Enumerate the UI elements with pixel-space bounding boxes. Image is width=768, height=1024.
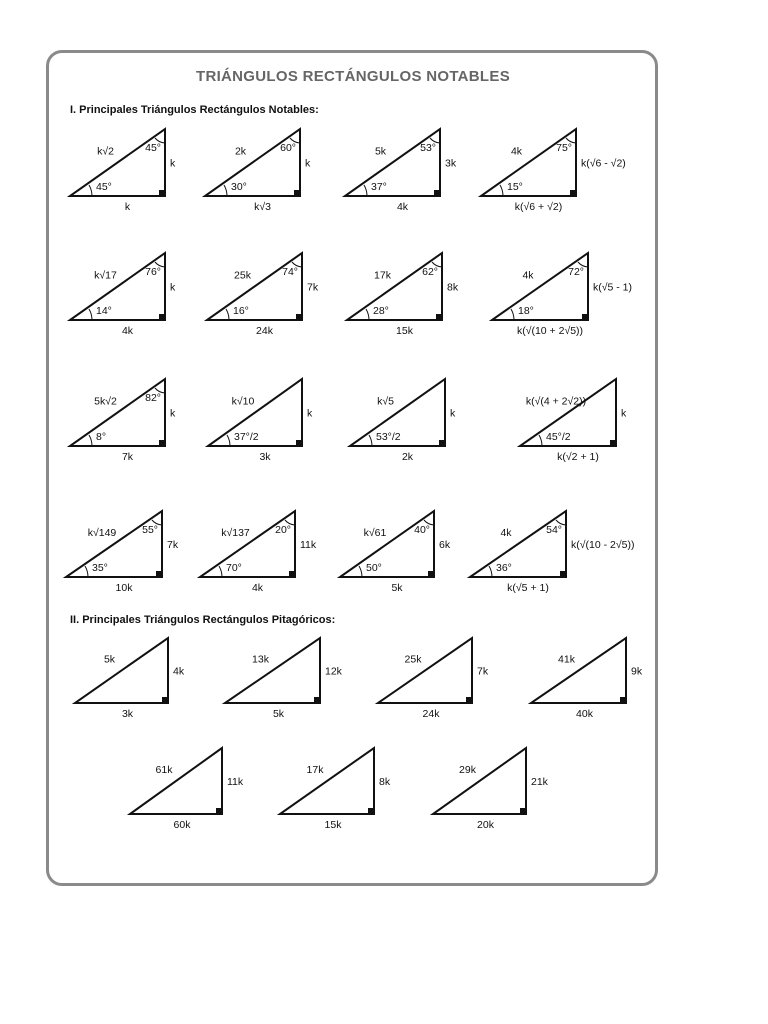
vertical-leg-label: 4k bbox=[173, 665, 185, 678]
horizontal-leg-label: 7k bbox=[121, 451, 134, 463]
horizontal-leg-label: 4k bbox=[121, 325, 134, 337]
horizontal-leg-label: 60k bbox=[173, 819, 191, 831]
right-angle-marker bbox=[368, 808, 374, 814]
right-angle-marker bbox=[582, 314, 588, 320]
top-angle-label: 82° bbox=[145, 392, 161, 404]
base-angle-label: 18° bbox=[518, 305, 534, 317]
right-angle-marker bbox=[314, 697, 320, 703]
top-angle-label: 20° bbox=[275, 524, 291, 536]
section-heading-notable: I. Principales Triángulos Rectángulos Notables: bbox=[70, 104, 319, 116]
triangle-shape bbox=[66, 511, 162, 577]
base-angle-label: 37° bbox=[371, 181, 387, 193]
horizontal-leg-label: 24k bbox=[422, 708, 440, 720]
vertical-leg-label: 7k bbox=[307, 281, 319, 294]
base-angle-arc bbox=[364, 185, 367, 196]
hypotenuse-label: 17k bbox=[374, 269, 391, 282]
triangle-shape bbox=[481, 129, 576, 196]
vertical-leg-label: k bbox=[170, 157, 176, 170]
hypotenuse-label: k√17 bbox=[94, 269, 117, 282]
vertical-leg-label: k bbox=[305, 157, 311, 170]
hypotenuse-label: 13k bbox=[252, 653, 269, 666]
hypotenuse-label: 4k bbox=[510, 145, 523, 158]
base-angle-arc bbox=[224, 185, 227, 196]
hypotenuse-label: 5k bbox=[374, 145, 387, 158]
horizontal-leg-label: 40k bbox=[576, 708, 593, 720]
horizontal-leg-label: k(√2 + 1) bbox=[557, 451, 599, 463]
section-heading-pythagorean: II. Principales Triángulos Rectángulos Pitagóricos: bbox=[70, 614, 336, 626]
right-angle-marker bbox=[159, 190, 165, 196]
horizontal-leg-label: k(√5 + 1) bbox=[507, 582, 549, 594]
right-angle-marker bbox=[159, 440, 165, 446]
top-angle-label: 54° bbox=[546, 524, 562, 536]
base-angle-label: 36° bbox=[496, 562, 512, 574]
hypotenuse-label: 2k bbox=[234, 145, 247, 158]
right-angle-marker bbox=[289, 571, 295, 577]
vertical-leg-label: 8k bbox=[379, 776, 391, 788]
horizontal-leg-label: 5k bbox=[391, 582, 403, 594]
base-angle-label: 37°/2 bbox=[234, 431, 259, 443]
page-title: TRIÁNGULOS RECTÁNGULOS NOTABLES bbox=[195, 68, 511, 85]
triangle-shape bbox=[225, 638, 320, 703]
horizontal-leg-label: 4k bbox=[396, 201, 409, 213]
base-angle-arc bbox=[219, 566, 222, 577]
triangle-shape bbox=[200, 511, 295, 577]
vertical-leg-label: k(√6 - √2) bbox=[581, 157, 626, 170]
right-angle-marker bbox=[560, 571, 566, 577]
base-angle-arc bbox=[226, 309, 229, 320]
vertical-leg-label: 7k bbox=[477, 665, 489, 678]
vertical-leg-label: 11k bbox=[300, 539, 317, 551]
hypotenuse-label: k√61 bbox=[363, 527, 387, 539]
horizontal-leg-label: k(√(10 + 2√5)) bbox=[516, 325, 584, 337]
triangle-shape bbox=[70, 379, 165, 446]
base-angle-label: 8° bbox=[96, 431, 107, 443]
horizontal-leg-label: k√3 bbox=[254, 201, 271, 213]
vertical-leg-label: 6k bbox=[439, 539, 451, 551]
triangle-shape bbox=[70, 253, 165, 320]
hypotenuse-label: 4k bbox=[500, 527, 512, 539]
horizontal-leg-label: 4k bbox=[251, 582, 264, 594]
right-angle-marker bbox=[439, 440, 445, 446]
hypotenuse-label: 4k bbox=[522, 269, 534, 282]
right-angle-marker bbox=[610, 440, 616, 446]
hypotenuse-label: k√5 bbox=[377, 395, 394, 408]
hypotenuse-label: k(√(4 + 2√2)) bbox=[525, 395, 587, 408]
right-angle-marker bbox=[156, 571, 162, 577]
right-angle-marker bbox=[159, 314, 165, 320]
triangle-shape bbox=[75, 638, 168, 703]
top-angle-label: 40° bbox=[414, 524, 430, 536]
triangle-shape bbox=[433, 748, 526, 814]
top-angle-label: 45° bbox=[145, 142, 161, 154]
triangle-shape bbox=[70, 129, 165, 196]
hypotenuse-label: k√2 bbox=[97, 145, 114, 158]
right-angle-marker bbox=[436, 314, 442, 320]
hypotenuse-label: 25k bbox=[234, 269, 251, 282]
right-angle-marker bbox=[434, 190, 440, 196]
triangle-shape bbox=[378, 638, 472, 703]
horizontal-leg-label: 3k bbox=[259, 451, 271, 463]
hypotenuse-label: 25k bbox=[404, 653, 422, 666]
right-angle-marker bbox=[294, 190, 300, 196]
vertical-leg-label: k bbox=[450, 407, 456, 420]
base-angle-arc bbox=[500, 185, 503, 196]
base-angle-label: 35° bbox=[92, 562, 108, 574]
vertical-leg-label: 11k bbox=[227, 776, 244, 788]
top-angle-label: 53° bbox=[420, 142, 436, 154]
hypotenuse-label: 61k bbox=[155, 764, 173, 776]
base-angle-label: 50° bbox=[366, 562, 382, 574]
base-angle-arc bbox=[359, 566, 362, 577]
right-angle-marker bbox=[216, 808, 222, 814]
horizontal-leg-label: 15k bbox=[324, 819, 342, 831]
vertical-leg-label: k bbox=[621, 407, 627, 420]
base-angle-label: 45° bbox=[96, 181, 112, 193]
base-angle-label: 70° bbox=[226, 562, 242, 574]
hypotenuse-label: 41k bbox=[558, 653, 575, 666]
right-angle-marker bbox=[428, 571, 434, 577]
hypotenuse-label: 5k√2 bbox=[94, 395, 117, 408]
base-angle-label: 15° bbox=[507, 181, 523, 193]
horizontal-leg-label: 20k bbox=[477, 819, 494, 831]
hypotenuse-label: 29k bbox=[459, 764, 476, 776]
vertical-leg-label: k(√5 - 1) bbox=[593, 281, 633, 294]
horizontal-leg-label: k(√6 + √2) bbox=[514, 201, 563, 213]
base-angle-label: 28° bbox=[373, 305, 389, 317]
vertical-leg-label: 3k bbox=[445, 157, 457, 170]
vertical-leg-label: k(√(10 - 2√5)) bbox=[571, 539, 635, 551]
right-angle-marker bbox=[296, 314, 302, 320]
top-angle-label: 60° bbox=[280, 142, 296, 154]
base-angle-label: 16° bbox=[233, 305, 249, 317]
base-angle-arc bbox=[89, 309, 92, 320]
right-angle-marker bbox=[296, 440, 302, 446]
horizontal-leg-label: k bbox=[124, 201, 131, 213]
base-angle-arc bbox=[489, 566, 492, 577]
base-angle-arc bbox=[227, 435, 230, 446]
triangle-shape bbox=[345, 129, 440, 196]
vertical-leg-label: 7k bbox=[167, 539, 179, 551]
vertical-leg-label: 21k bbox=[531, 776, 548, 788]
hypotenuse-label: k√149 bbox=[87, 527, 117, 539]
triangle-shape bbox=[280, 748, 374, 814]
top-angle-label: 62° bbox=[422, 266, 438, 278]
hypotenuse-label: k√10 bbox=[231, 395, 255, 408]
triangle-shape bbox=[207, 253, 302, 320]
right-angle-marker bbox=[520, 808, 526, 814]
triangle-shape bbox=[531, 638, 626, 703]
base-angle-arc bbox=[366, 309, 369, 320]
triangle-shape bbox=[492, 253, 588, 320]
right-angle-marker bbox=[620, 697, 626, 703]
horizontal-leg-label: 5k bbox=[272, 708, 285, 720]
base-angle-arc bbox=[85, 566, 88, 577]
vertical-leg-label: 12k bbox=[325, 665, 342, 678]
base-angle-arc bbox=[511, 309, 514, 320]
horizontal-leg-label: 24k bbox=[256, 325, 273, 337]
horizontal-leg-label: 15k bbox=[396, 325, 413, 337]
horizontal-leg-label: 2k bbox=[401, 451, 414, 463]
hypotenuse-label: 5k bbox=[103, 653, 116, 666]
base-angle-arc bbox=[89, 185, 92, 196]
vertical-leg-label: k bbox=[170, 407, 176, 420]
base-angle-label: 53°/2 bbox=[376, 431, 401, 443]
hypotenuse-label: k√137 bbox=[221, 527, 250, 539]
top-angle-label: 76° bbox=[145, 266, 161, 278]
vertical-leg-label: k bbox=[307, 407, 313, 420]
hypotenuse-label: 17k bbox=[306, 764, 324, 776]
top-angle-label: 75° bbox=[556, 142, 572, 154]
base-angle-label: 30° bbox=[231, 181, 247, 193]
base-angle-label: 45°/2 bbox=[546, 431, 571, 443]
triangle-shape bbox=[347, 253, 442, 320]
right-angle-marker bbox=[570, 190, 576, 196]
triangle-shape bbox=[130, 748, 222, 814]
vertical-leg-label: 9k bbox=[631, 665, 643, 678]
base-angle-arc bbox=[539, 435, 542, 446]
top-angle-label: 72° bbox=[568, 266, 584, 278]
top-angle-label: 55° bbox=[142, 524, 158, 536]
base-angle-label: 14° bbox=[96, 305, 112, 317]
horizontal-leg-label: 10k bbox=[115, 582, 133, 594]
right-angle-marker bbox=[162, 697, 168, 703]
base-angle-arc bbox=[369, 435, 372, 446]
triangle-shape bbox=[205, 129, 300, 196]
vertical-leg-label: 8k bbox=[447, 281, 459, 294]
top-angle-label: 74° bbox=[282, 266, 298, 278]
triangle-shape bbox=[340, 511, 434, 577]
triangle-shape bbox=[470, 511, 566, 577]
right-angle-marker bbox=[466, 697, 472, 703]
horizontal-leg-label: 3k bbox=[121, 708, 134, 720]
vertical-leg-label: k bbox=[170, 281, 176, 294]
base-angle-arc bbox=[89, 435, 92, 446]
